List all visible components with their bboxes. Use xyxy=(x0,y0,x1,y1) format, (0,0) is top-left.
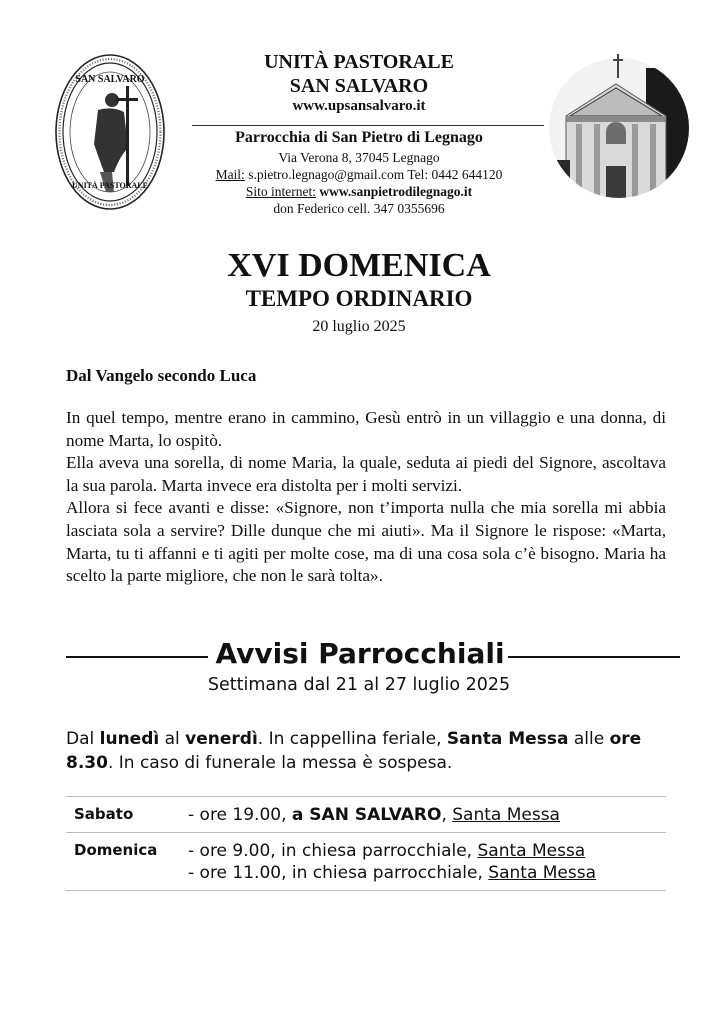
heading-rule-right xyxy=(508,656,680,658)
avvisi-title: Avvisi Parrocchiali xyxy=(215,637,505,670)
heading-rule-left xyxy=(66,656,208,658)
unit-title: UNITÀ PASTORALE xyxy=(264,51,454,73)
schedule-row xyxy=(66,796,666,832)
line-text: - ore 9.00, in chiesa parrocchiale, xyxy=(188,841,478,861)
priest-contact: don Federico cell. 347 0355696 xyxy=(273,201,445,216)
schedule-line xyxy=(188,804,666,826)
header-divider xyxy=(192,125,544,126)
line-text: , xyxy=(441,805,453,825)
unit-website-link[interactable]: www.upsansalvaro.it xyxy=(292,98,426,114)
schedule-row xyxy=(66,832,666,891)
parish-address: Via Verona 8, 37045 Legnago xyxy=(278,150,440,165)
svg-text:UNITÀ PASTORALE: UNITÀ PASTORALE xyxy=(72,181,148,190)
notice-bold: ore 8.30 xyxy=(66,729,642,773)
schedule-day: Sabato xyxy=(74,805,134,823)
notice-text: Dal xyxy=(66,729,100,749)
notice-text: al xyxy=(159,729,186,749)
mass-link[interactable]: Santa Messa xyxy=(452,805,560,825)
notice-bold: lunedì xyxy=(99,729,160,749)
schedule-lines xyxy=(188,797,666,832)
notice-text: alle xyxy=(568,729,610,749)
svg-text:SAN SALVARO: SAN SALVARO xyxy=(75,74,145,85)
schedule-line xyxy=(188,862,666,884)
mail-label: Mail: xyxy=(215,167,245,182)
season-subtitle: TEMPO ORDINARIO xyxy=(245,286,473,311)
schedule-lines xyxy=(188,833,666,890)
gospel-text xyxy=(66,407,666,588)
parish-website xyxy=(0,183,718,200)
liturgy-date: 20 luglio 2025 xyxy=(312,318,406,335)
schedule-line xyxy=(188,840,666,862)
gospel-paragraph: In quel tempo, mentre erano in cammino, Gesù entrò in un villaggio e una donna, di nome Marta, lo ospitò. xyxy=(66,408,666,450)
line-bold: a SAN SALVARO xyxy=(291,805,442,825)
mail-address-link[interactable]: s.pietro.legnago@gmail.com xyxy=(248,167,405,182)
site-link[interactable]: www.sanpietrodilegnago.it xyxy=(319,184,473,199)
gospel-title: Dal Vangelo secondo Luca xyxy=(66,366,257,385)
week-range: Settimana dal 21 al 27 luglio 2025 xyxy=(207,675,511,695)
telephone: Tel: 0442 644120 xyxy=(407,167,503,182)
gospel-paragraph: Allora si fece avanti e disse: «Signore, non t’importa nulla che mia sorella mi abbia lasciata sola a servire? Dille dunque che mi aiuti». Ma il Signore le rispose: «Marta, Marta, tu ti affanni e ti agiti per molte cose, ma di una cosa sola c’è bisogno. Maria ha scelto la parte migliore, che non le sarà tolta». xyxy=(66,498,666,586)
mass-link[interactable]: Santa Messa xyxy=(477,841,586,861)
weekday-notice xyxy=(66,727,678,775)
parish-contact xyxy=(0,166,718,183)
unit-subtitle: SAN SALVARO xyxy=(289,75,429,97)
avvisi-heading xyxy=(66,636,680,676)
schedule-day: Domenica xyxy=(74,841,158,859)
line-text: - ore 19.00, xyxy=(188,805,292,825)
gospel-paragraph: Ella aveva una sorella, di nome Maria, la quale, seduta ai piedi del Signore, ascoltava la sua parola. Marta invece era distolta per i molti servizi. xyxy=(66,453,666,495)
notice-text: . In caso di funerale la messa è sospesa. xyxy=(107,753,453,773)
site-label: Sito internet: xyxy=(245,184,316,199)
mass-link[interactable]: Santa Messa xyxy=(488,863,597,883)
notice-bold: venerdì xyxy=(185,729,258,749)
notice-text: . In cappellina feriale, xyxy=(257,729,447,749)
notice-bold: Santa Messa xyxy=(446,729,569,749)
sunday-title: XVI DOMENICA xyxy=(227,247,491,284)
line-text: - ore 11.00, in chiesa parrocchiale, xyxy=(188,863,489,883)
parish-name: Parrocchia di San Pietro di Legnago xyxy=(235,129,483,146)
mass-schedule-table xyxy=(66,796,666,891)
